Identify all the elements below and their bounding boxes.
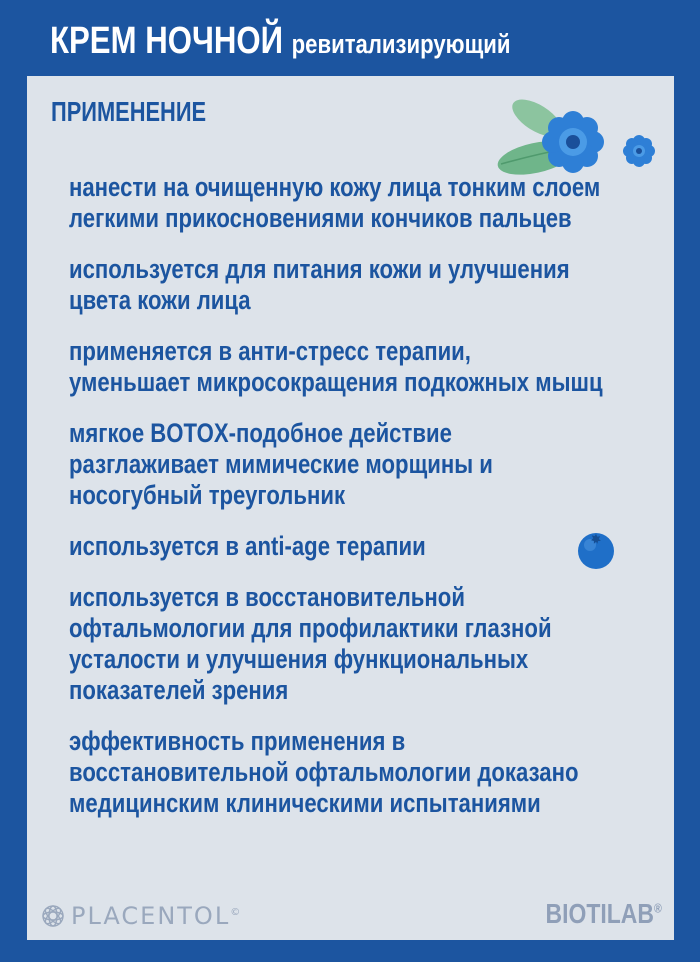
placentol-logo-icon — [41, 904, 65, 928]
biotilab-logo — [546, 898, 662, 930]
usage-item: используется в восстановительной офтальмологии для профилактики глазной усталости и улучшения функциональных показателей зрения — [69, 582, 552, 705]
usage-item: нанести на очищенную кожу лица тонким слоем легкими прикосновениями кончиков пальцев — [69, 172, 601, 233]
product-title — [50, 20, 510, 63]
placentol-logo-mark: © — [230, 907, 243, 918]
usage-item: мягкое BOTOX-подобное действие разглаживает мимические морщины и носогубный треугольник — [69, 418, 493, 510]
placentol-logo-wordmark: PLACENTOL — [71, 902, 231, 930]
usage-list — [69, 172, 659, 839]
content-panel — [27, 76, 674, 940]
usage-item: используется в anti-age терапии — [69, 531, 426, 561]
usage-item: эффективность применения в восстановительной офтальмологии доказано медицинским клиническими испытаниями — [69, 726, 579, 818]
product-title-main: КРЕМ НОЧНОЙ — [50, 20, 283, 62]
placentol-logo — [41, 902, 242, 930]
header-bar — [0, 0, 700, 76]
biotilab-logo-mark: ® — [654, 900, 662, 916]
section-title: ПРИМЕНЕНИЕ — [51, 96, 207, 127]
biotilab-logo-wordmark: BIOTILAB — [545, 898, 655, 929]
product-title-subtitle: ревитализирующий — [291, 29, 511, 59]
usage-item: используется для питания кожи и улучшения цвета кожи лица — [69, 254, 570, 315]
usage-item: применяется в анти-стресс терапии, уменьшает микросокращения подкожных мышц — [69, 336, 603, 397]
placentol-logo-text — [71, 902, 242, 930]
